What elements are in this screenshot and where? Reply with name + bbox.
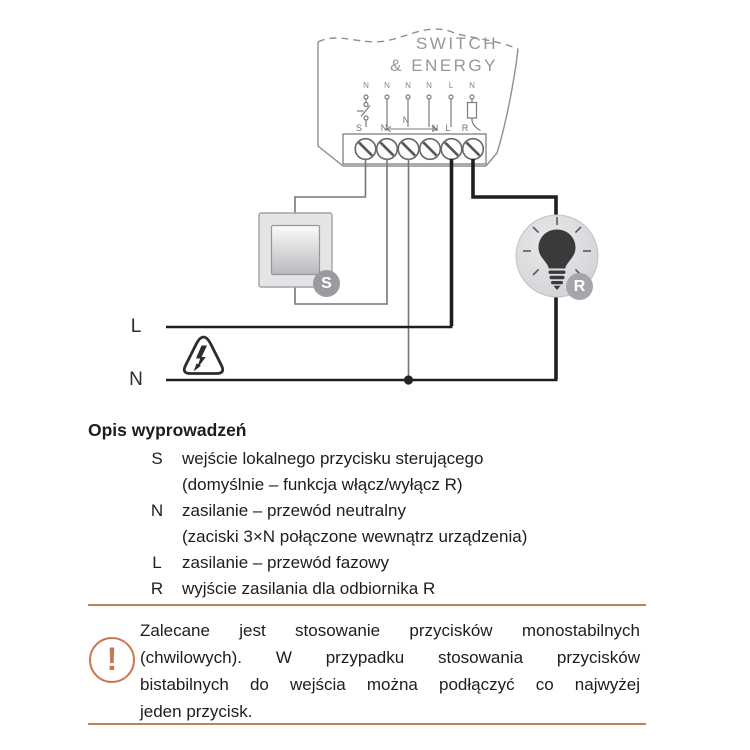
pin-label: N bbox=[426, 81, 432, 90]
pinout-section bbox=[0, 420, 750, 602]
terminal-label-r: R bbox=[461, 123, 469, 133]
receiver-badge: R bbox=[566, 273, 593, 300]
warning-note-text bbox=[140, 606, 640, 725]
note-line: (chwilowych). W przypadku stosowania przycisków bbox=[140, 648, 640, 667]
exclamation-icon bbox=[89, 637, 135, 683]
note-line: bistabilnych do wejścia można podłączyć co najwyżej bbox=[140, 675, 640, 694]
pinout-heading: Opis wyprowadzeń bbox=[88, 420, 247, 440]
pinout-text: wejście lokalnego przycisku sterującego bbox=[182, 449, 484, 468]
junction-dot bbox=[404, 375, 413, 384]
pinout-text: (zaciski 3×N połączone wewnątrz urządzenia) bbox=[182, 527, 528, 546]
pinout-item-s bbox=[0, 446, 750, 498]
pinout-term: N bbox=[150, 501, 164, 520]
note-line: jeden przycisk. bbox=[140, 702, 253, 721]
pinout-term: L bbox=[152, 553, 162, 572]
high-voltage-icon bbox=[184, 337, 222, 374]
button-contact-icon bbox=[364, 103, 368, 107]
pinout-text: (domyślnie – funkcja włącz/wyłącz R) bbox=[182, 475, 463, 494]
device-brand-line2: & ENERGY bbox=[390, 56, 498, 75]
neutral-line-label: N bbox=[129, 369, 143, 390]
live-line-label: L bbox=[130, 316, 142, 337]
device-brand-line1: SWITCH bbox=[415, 34, 498, 53]
terminal-label-l: L bbox=[445, 123, 451, 133]
terminal-label-s: S bbox=[355, 123, 362, 133]
pinout-list bbox=[0, 420, 750, 602]
pinout-item-n bbox=[0, 498, 750, 550]
wire-r bbox=[473, 159, 556, 216]
relay-contact-icon bbox=[472, 121, 481, 131]
switch-rocker bbox=[272, 226, 320, 275]
pinout-text: wyjście zasilania dla odbiornika R bbox=[182, 579, 436, 598]
wire-s bbox=[295, 159, 366, 214]
terminal-block bbox=[343, 134, 486, 164]
terminal-label-n: N bbox=[380, 123, 388, 133]
pinout-item-r bbox=[0, 576, 750, 602]
pinout-item-l bbox=[0, 550, 750, 576]
switch-badge: S bbox=[313, 270, 340, 297]
pin-label: N bbox=[469, 81, 475, 90]
pinout-term: R bbox=[150, 579, 164, 598]
note-line: Zalecane jest stosowanie przycisków monostabilnych bbox=[140, 621, 640, 640]
pinout-term: S bbox=[151, 449, 163, 468]
load-resistor-icon bbox=[468, 103, 477, 119]
warning-note bbox=[88, 604, 646, 725]
pinout-text: zasilanie – przewód fazowy bbox=[182, 553, 389, 572]
pinout-text: zasilanie – przewód neutralny bbox=[182, 501, 406, 520]
terminal-label-n: N bbox=[431, 123, 439, 133]
pin-label: N bbox=[405, 81, 411, 90]
pin-label: N bbox=[363, 81, 369, 90]
terminal-bridge-label: N bbox=[402, 115, 410, 125]
exclamation-glyph: ! bbox=[106, 640, 118, 677]
pin-label: N bbox=[384, 81, 390, 90]
pin-label: L bbox=[448, 81, 454, 90]
